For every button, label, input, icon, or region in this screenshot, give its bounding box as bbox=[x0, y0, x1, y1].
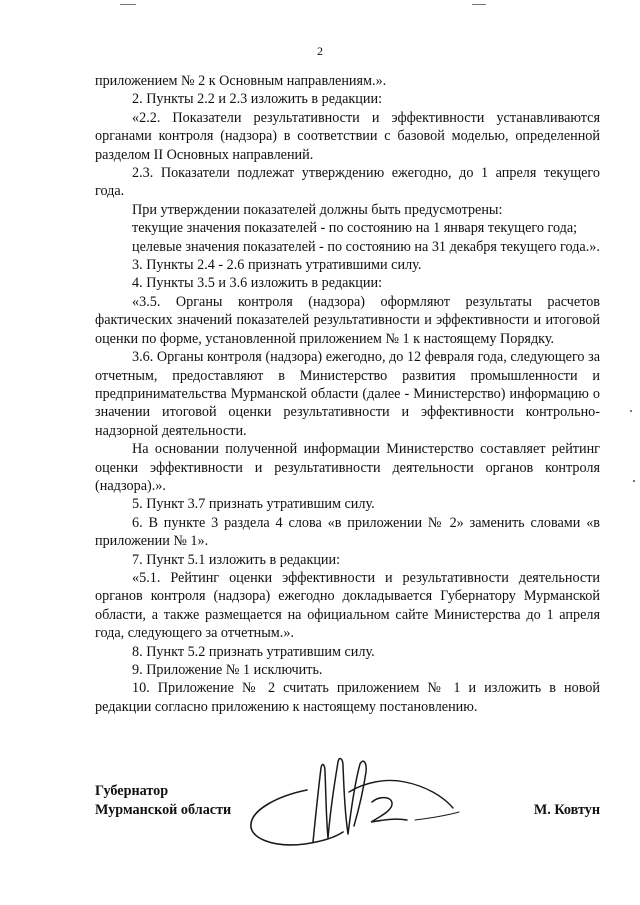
paragraph-clause-5-1: «5.1. Рейтинг оценки эффективности и результативности деятельности органов контроля (надзора) ежегодно докладывается Губернатору Мурманской области, а также размещается на официальном сайте Министерства до 1 апреля года, следующего за отчетным.». bbox=[95, 569, 600, 642]
paragraph-clause-3-5: «3.5. Органы контроля (надзора) оформляют результаты расчетов фактических значений показателей результативности и эффективности и итоговой оценки по форме, установленной приложением № 1 к настоящему Порядку. bbox=[95, 293, 600, 347]
paragraph-item-7: 7. Пункт 5.1 изложить в редакции: bbox=[132, 551, 341, 568]
paragraph-clause-3-6: 3.6. Органы контроля (надзора) ежегодно, до 12 февраля года, следующего за отчетным, предоставляют в Министерство развития промышленности и предпринимательства Мурманской области (далее - Министерство) информацию о значении итоговой оценки результативности и эффективности контрольно-надзорной деятельности. bbox=[95, 349, 600, 439]
signer-position-line-1: Губернатор bbox=[95, 783, 169, 799]
signer-position-line-2: Мурманской области bbox=[95, 802, 232, 818]
paragraph-item-6: 6. В пункте 3 раздела 4 слова «в приложении № 2» заменить словами «в приложении № 1». bbox=[95, 514, 600, 550]
signature-block bbox=[95, 782, 600, 832]
paragraph-item-9: 9. Приложение № 1 исключить. bbox=[132, 662, 323, 678]
document-body bbox=[95, 72, 600, 716]
paragraph-rating: На основании полученной информации Министерство составляет рейтинг оценки эффективности и результативности деятельности органов контроля (надзора).». bbox=[95, 441, 600, 494]
paragraph-target-values: целевые значения показателей - по состоянию на 31 декабря текущего года.». bbox=[132, 238, 600, 255]
page-number: 2 bbox=[317, 44, 323, 58]
paragraph-clause-2-2: «2.2. Показатели результативности и эффективности устанавливаются органами контроля (надзора) в соответствии с базовой моделью, определенной разделом II Основных направлений. bbox=[95, 109, 600, 163]
scan-artifact bbox=[120, 4, 136, 5]
paragraph-item-5: 5. Пункт 3.7 признать утратившим силу. bbox=[132, 496, 375, 513]
scan-artifact bbox=[630, 410, 632, 412]
paragraph-item-3: 3. Пункты 2.4 - 2.6 признать утратившими силу. bbox=[132, 257, 422, 274]
signer-name: М. Ковтун bbox=[533, 802, 600, 818]
signer-position bbox=[95, 782, 231, 820]
paragraph-item-4: 4. Пункты 3.5 и 3.6 изложить в редакции: bbox=[132, 275, 383, 292]
paragraph-item-10: 10. Приложение № 2 считать приложением № 1 и изложить в новой редакции согласно приложению к настоящему постановлению. bbox=[95, 680, 600, 715]
scan-artifact bbox=[472, 4, 486, 5]
paragraph-indicators-intro: При утверждении показателей должны быть предусмотрены: bbox=[132, 201, 503, 218]
paragraph-item-8: 8. Пункт 5.2 признать утратившим силу. bbox=[132, 643, 375, 660]
paragraph-clause-2-3: 2.3. Показатели подлежат утверждению ежегодно, до 1 апреля текущего года. bbox=[95, 165, 600, 200]
scan-artifact bbox=[633, 480, 635, 482]
paragraph-continuation: приложением № 2 к Основным направлениям.». bbox=[95, 73, 387, 89]
paragraph-current-values: текущие значения показателей - по состоянию на 1 января текущего года; bbox=[132, 220, 578, 237]
paragraph-item-2: 2. Пункты 2.2 и 2.3 изложить в редакции: bbox=[132, 91, 383, 108]
